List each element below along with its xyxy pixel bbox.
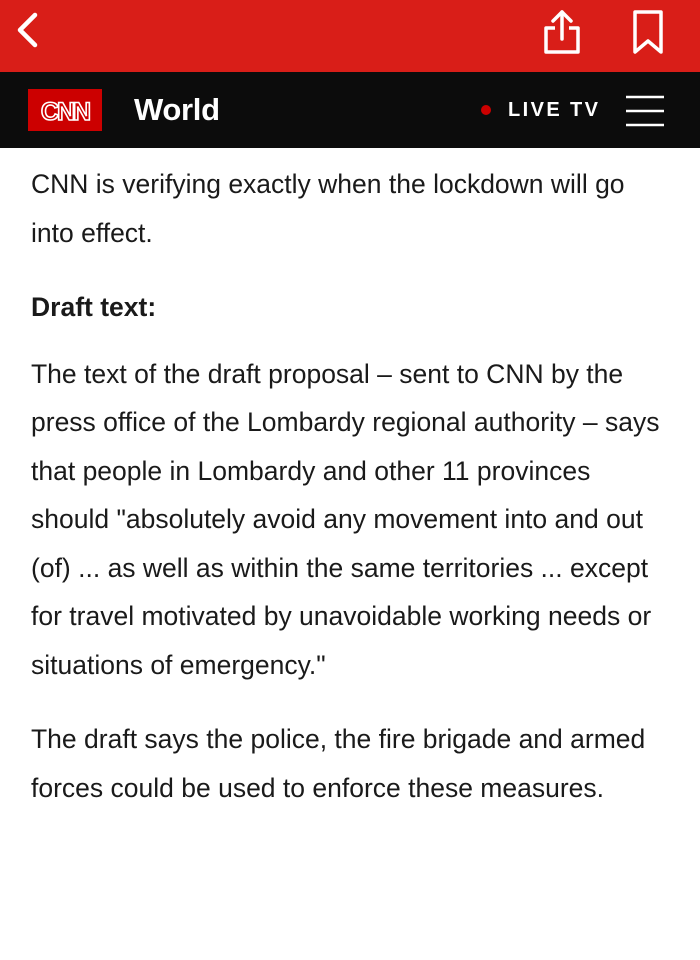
- article-body: [31, 160, 671, 838]
- chevron-left-icon: [8, 10, 48, 50]
- article-paragraph: The draft says the police, the fire brigade and armed forces could be used to enforce these measures.: [31, 724, 646, 803]
- live-tv-button[interactable]: [481, 89, 600, 131]
- article-subheading: Draft text:: [31, 292, 157, 322]
- hamburger-menu-icon: [623, 93, 667, 129]
- live-tv-label: LIVE TV: [508, 98, 601, 121]
- app-top-bar: [0, 0, 700, 72]
- article-paragraph: The text of the draft proposal – sent to CNN by the press office of the Lombardy regional authority – says that people in Lombardy and other 11 provinces should "absolutely avoid any movement into and out (of) ... as well as within the same territories ... except for travel motivated by unavoidable working needs or situations of emergency.": [31, 358, 660, 680]
- bookmark-button[interactable]: [626, 8, 670, 56]
- share-icon: [540, 6, 584, 58]
- menu-button[interactable]: [623, 93, 667, 129]
- section-title[interactable]: World: [134, 92, 220, 127]
- bookmark-icon: [626, 8, 670, 56]
- share-button[interactable]: [540, 6, 584, 58]
- article-paragraph: CNN is verifying exactly when the lockdown will go into effect.: [31, 169, 625, 248]
- live-indicator-dot: [481, 105, 491, 115]
- cnn-logo-text: CNN: [40, 98, 90, 126]
- back-button[interactable]: [8, 10, 48, 50]
- cnn-header: [0, 72, 700, 148]
- cnn-logo[interactable]: [28, 89, 102, 131]
